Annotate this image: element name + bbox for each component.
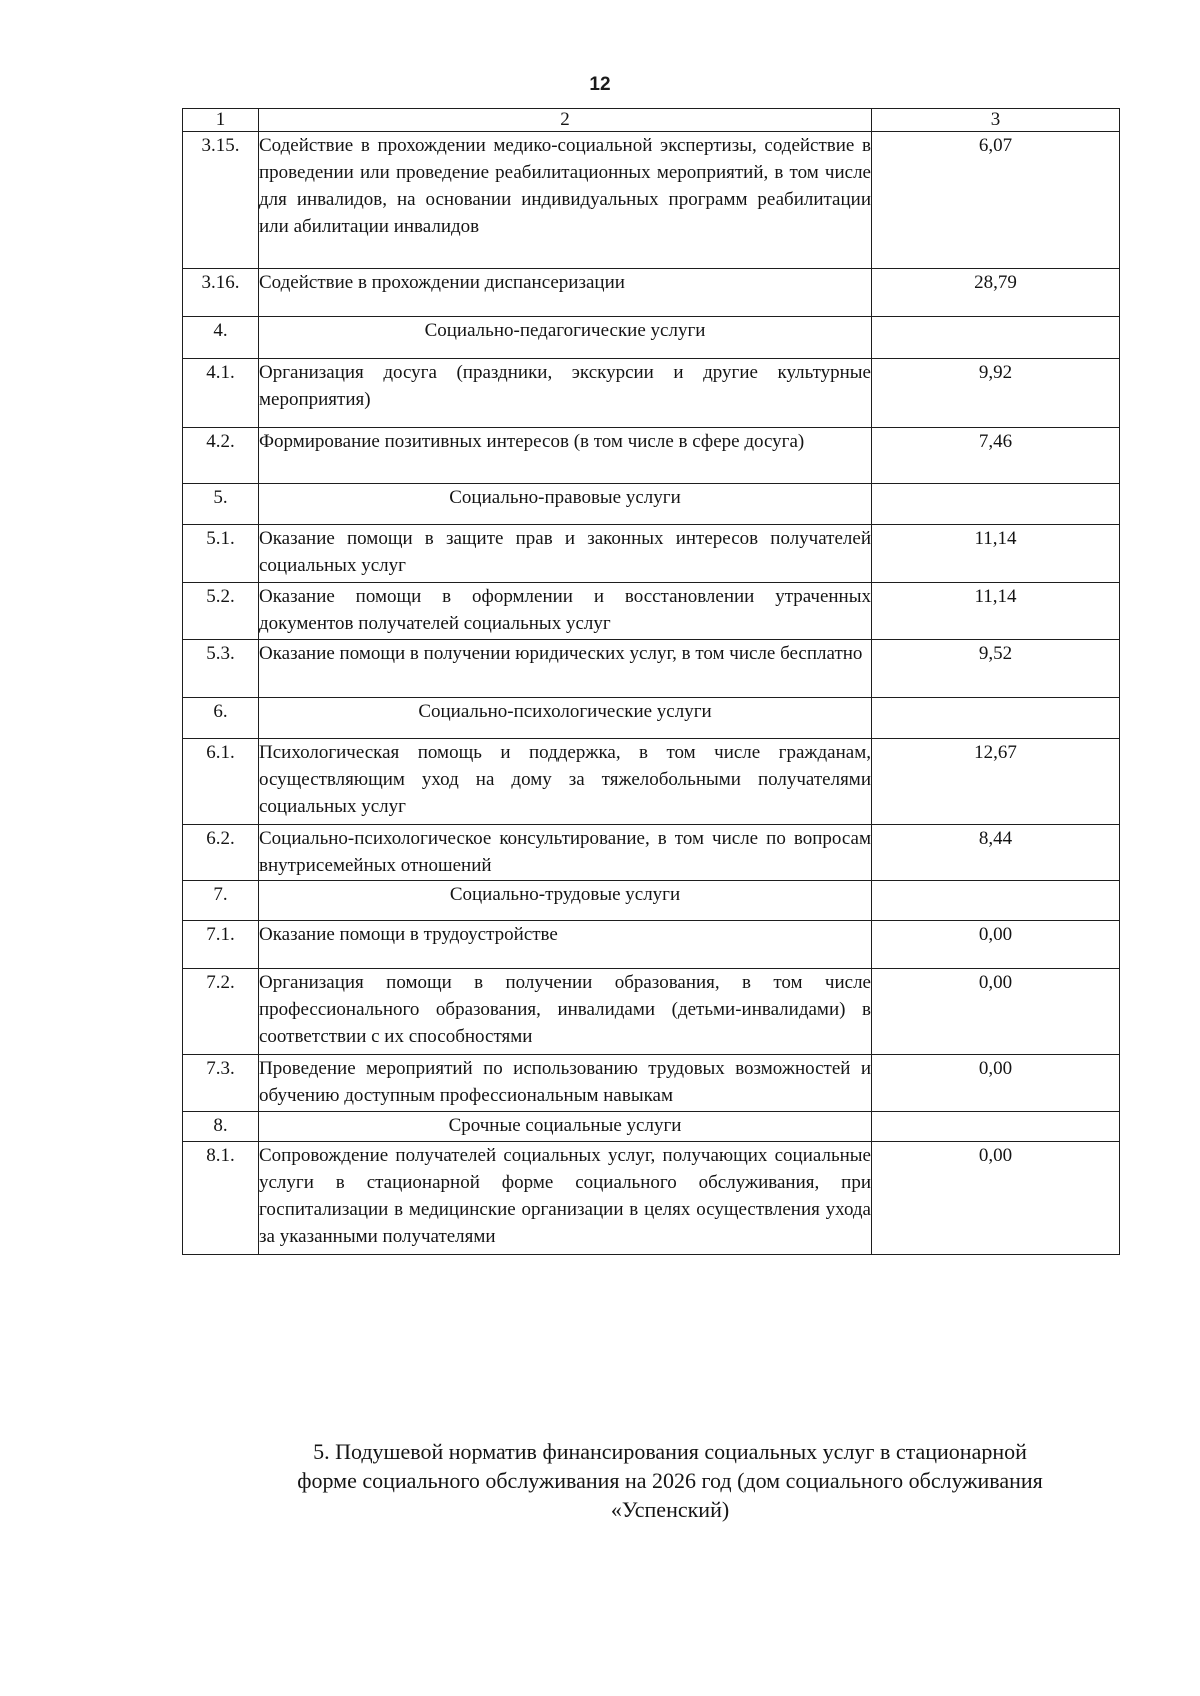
table-row — [183, 921, 1120, 969]
row-value: 9,92 — [872, 359, 1120, 428]
section-title — [259, 881, 872, 921]
row-description — [259, 359, 872, 428]
row-number: 4.1. — [183, 359, 259, 428]
row-description — [259, 583, 872, 640]
table-row — [183, 1055, 1120, 1112]
table-row — [183, 1142, 1120, 1255]
row-description — [259, 739, 872, 825]
row-value: 0,00 — [872, 1055, 1120, 1112]
row-number: 5.1. — [183, 525, 259, 583]
header-col-value: 3 — [872, 109, 1120, 132]
row-value: 28,79 — [872, 269, 1120, 317]
row-number: 6.1. — [183, 739, 259, 825]
section-row — [183, 484, 1120, 525]
row-description-text: Формирование позитивных интересов (в том числе в сфере досуга) — [259, 431, 805, 452]
row-description — [259, 969, 872, 1055]
header-col-service: 2 — [259, 109, 872, 132]
caption-line: форме социального обслуживания на 2026 год (дом социального обслуживания — [297, 1468, 1043, 1493]
row-number: 7.3. — [183, 1055, 259, 1112]
row-number: 4.2. — [183, 428, 259, 484]
row-value: 9,52 — [872, 640, 1120, 698]
table-row — [183, 359, 1120, 428]
row-value: 0,00 — [872, 921, 1120, 969]
table-row — [183, 583, 1120, 640]
section-value — [872, 484, 1120, 525]
row-description-text: Организация досуга (праздники, экскурсии и другие культурные мероприятия) — [259, 362, 871, 410]
section-caption — [240, 1437, 1100, 1524]
row-description-text: Оказание помощи в трудоустройстве — [259, 924, 558, 945]
row-number: 5.2. — [183, 583, 259, 640]
row-number: 8.1. — [183, 1142, 259, 1255]
section-title-text: Социально-правовые услуги — [449, 487, 681, 508]
section-number: 4. — [183, 317, 259, 359]
row-number: 3.16. — [183, 269, 259, 317]
table-row — [183, 269, 1120, 317]
row-number: 7.1. — [183, 921, 259, 969]
section-title-text: Социально-психологические услуги — [418, 701, 712, 722]
row-description-text: Социально-психологическое консультирование, в том числе по вопросам внутрисемейных отношений — [259, 828, 871, 876]
row-value: 11,14 — [872, 525, 1120, 583]
row-value: 12,67 — [872, 739, 1120, 825]
row-description-text: Содействие в прохождении диспансеризации — [259, 272, 625, 293]
page-number: 12 — [589, 74, 611, 95]
row-description — [259, 825, 872, 881]
section-title-text: Социально-педагогические услуги — [424, 320, 706, 341]
row-description — [259, 525, 872, 583]
services-table — [182, 108, 1120, 1255]
caption-line: «Успенский) — [610, 1497, 730, 1522]
section-number: 5. — [183, 484, 259, 525]
table-row — [183, 825, 1120, 881]
section-number: 7. — [183, 881, 259, 921]
section-title-text: Социально-трудовые услуги — [449, 884, 681, 905]
table-header-row — [183, 109, 1120, 132]
row-number: 6.2. — [183, 825, 259, 881]
section-title — [259, 484, 872, 525]
row-value: 0,00 — [872, 1142, 1120, 1255]
header-col-number: 1 — [183, 109, 259, 132]
row-description-text: Содействие в прохождении медико-социальной экспертизы, содействие в проведении или проведение реабилитационных мероприятий, в том числе для инвалидов, на основании индивидуальных программ реабилитации или абилитации инвалидов — [259, 135, 871, 237]
row-value: 8,44 — [872, 825, 1120, 881]
row-description — [259, 428, 872, 484]
row-description — [259, 1142, 872, 1255]
section-title — [259, 698, 872, 739]
section-value — [872, 317, 1120, 359]
section-title — [259, 317, 872, 359]
row-description-text: Психологическая помощь и поддержка, в том числе гражданам, осуществляющим уход на дому за тяжелобольными получателями социальных услуг — [259, 742, 871, 817]
section-row — [183, 698, 1120, 739]
row-description — [259, 640, 872, 698]
table-row — [183, 132, 1120, 269]
row-number: 7.2. — [183, 969, 259, 1055]
row-description-text: Сопровождение получателей социальных услуг, получающих социальные услуги в стационарной форме социального обслуживания, при госпитализации в медицинские организации в целях осуществления ухода за указанными получателями — [259, 1145, 871, 1247]
row-description — [259, 269, 872, 317]
row-description-text: Оказание помощи в защите прав и законных интересов получателей социальных услуг — [259, 528, 871, 576]
table-row — [183, 969, 1120, 1055]
section-number: 8. — [183, 1112, 259, 1142]
table-row — [183, 640, 1120, 698]
table-row — [183, 525, 1120, 583]
row-number: 3.15. — [183, 132, 259, 269]
row-number: 5.3. — [183, 640, 259, 698]
section-row — [183, 317, 1120, 359]
row-value: 7,46 — [872, 428, 1120, 484]
section-title-text: Срочные социальные услуги — [448, 1115, 682, 1136]
section-number: 6. — [183, 698, 259, 739]
row-description — [259, 1055, 872, 1112]
section-value — [872, 881, 1120, 921]
row-value: 0,00 — [872, 969, 1120, 1055]
row-description-text: Проведение мероприятий по использованию трудовых возможностей и обучению доступным профессиональным навыкам — [259, 1058, 871, 1106]
section-title — [259, 1112, 872, 1142]
section-row — [183, 881, 1120, 921]
row-value: 6,07 — [872, 132, 1120, 269]
caption-line: 5. Подушевой норматив финансирования социальных услуг в стационарной — [313, 1439, 1027, 1464]
section-value — [872, 1112, 1120, 1142]
section-value — [872, 698, 1120, 739]
row-description — [259, 132, 872, 269]
row-value: 11,14 — [872, 583, 1120, 640]
table-row — [183, 739, 1120, 825]
row-description — [259, 921, 872, 969]
table-row — [183, 428, 1120, 484]
row-description-text: Оказание помощи в оформлении и восстановлении утраченных документов получателей социальных услуг — [259, 586, 871, 634]
section-row — [183, 1112, 1120, 1142]
row-description-text: Организация помощи в получении образования, в том числе профессионального образования, инвалидами (детьми-инвалидами) в соответствии с их способностями — [259, 972, 871, 1047]
row-description-text: Оказание помощи в получении юридических услуг, в том числе бесплатно — [259, 643, 863, 664]
